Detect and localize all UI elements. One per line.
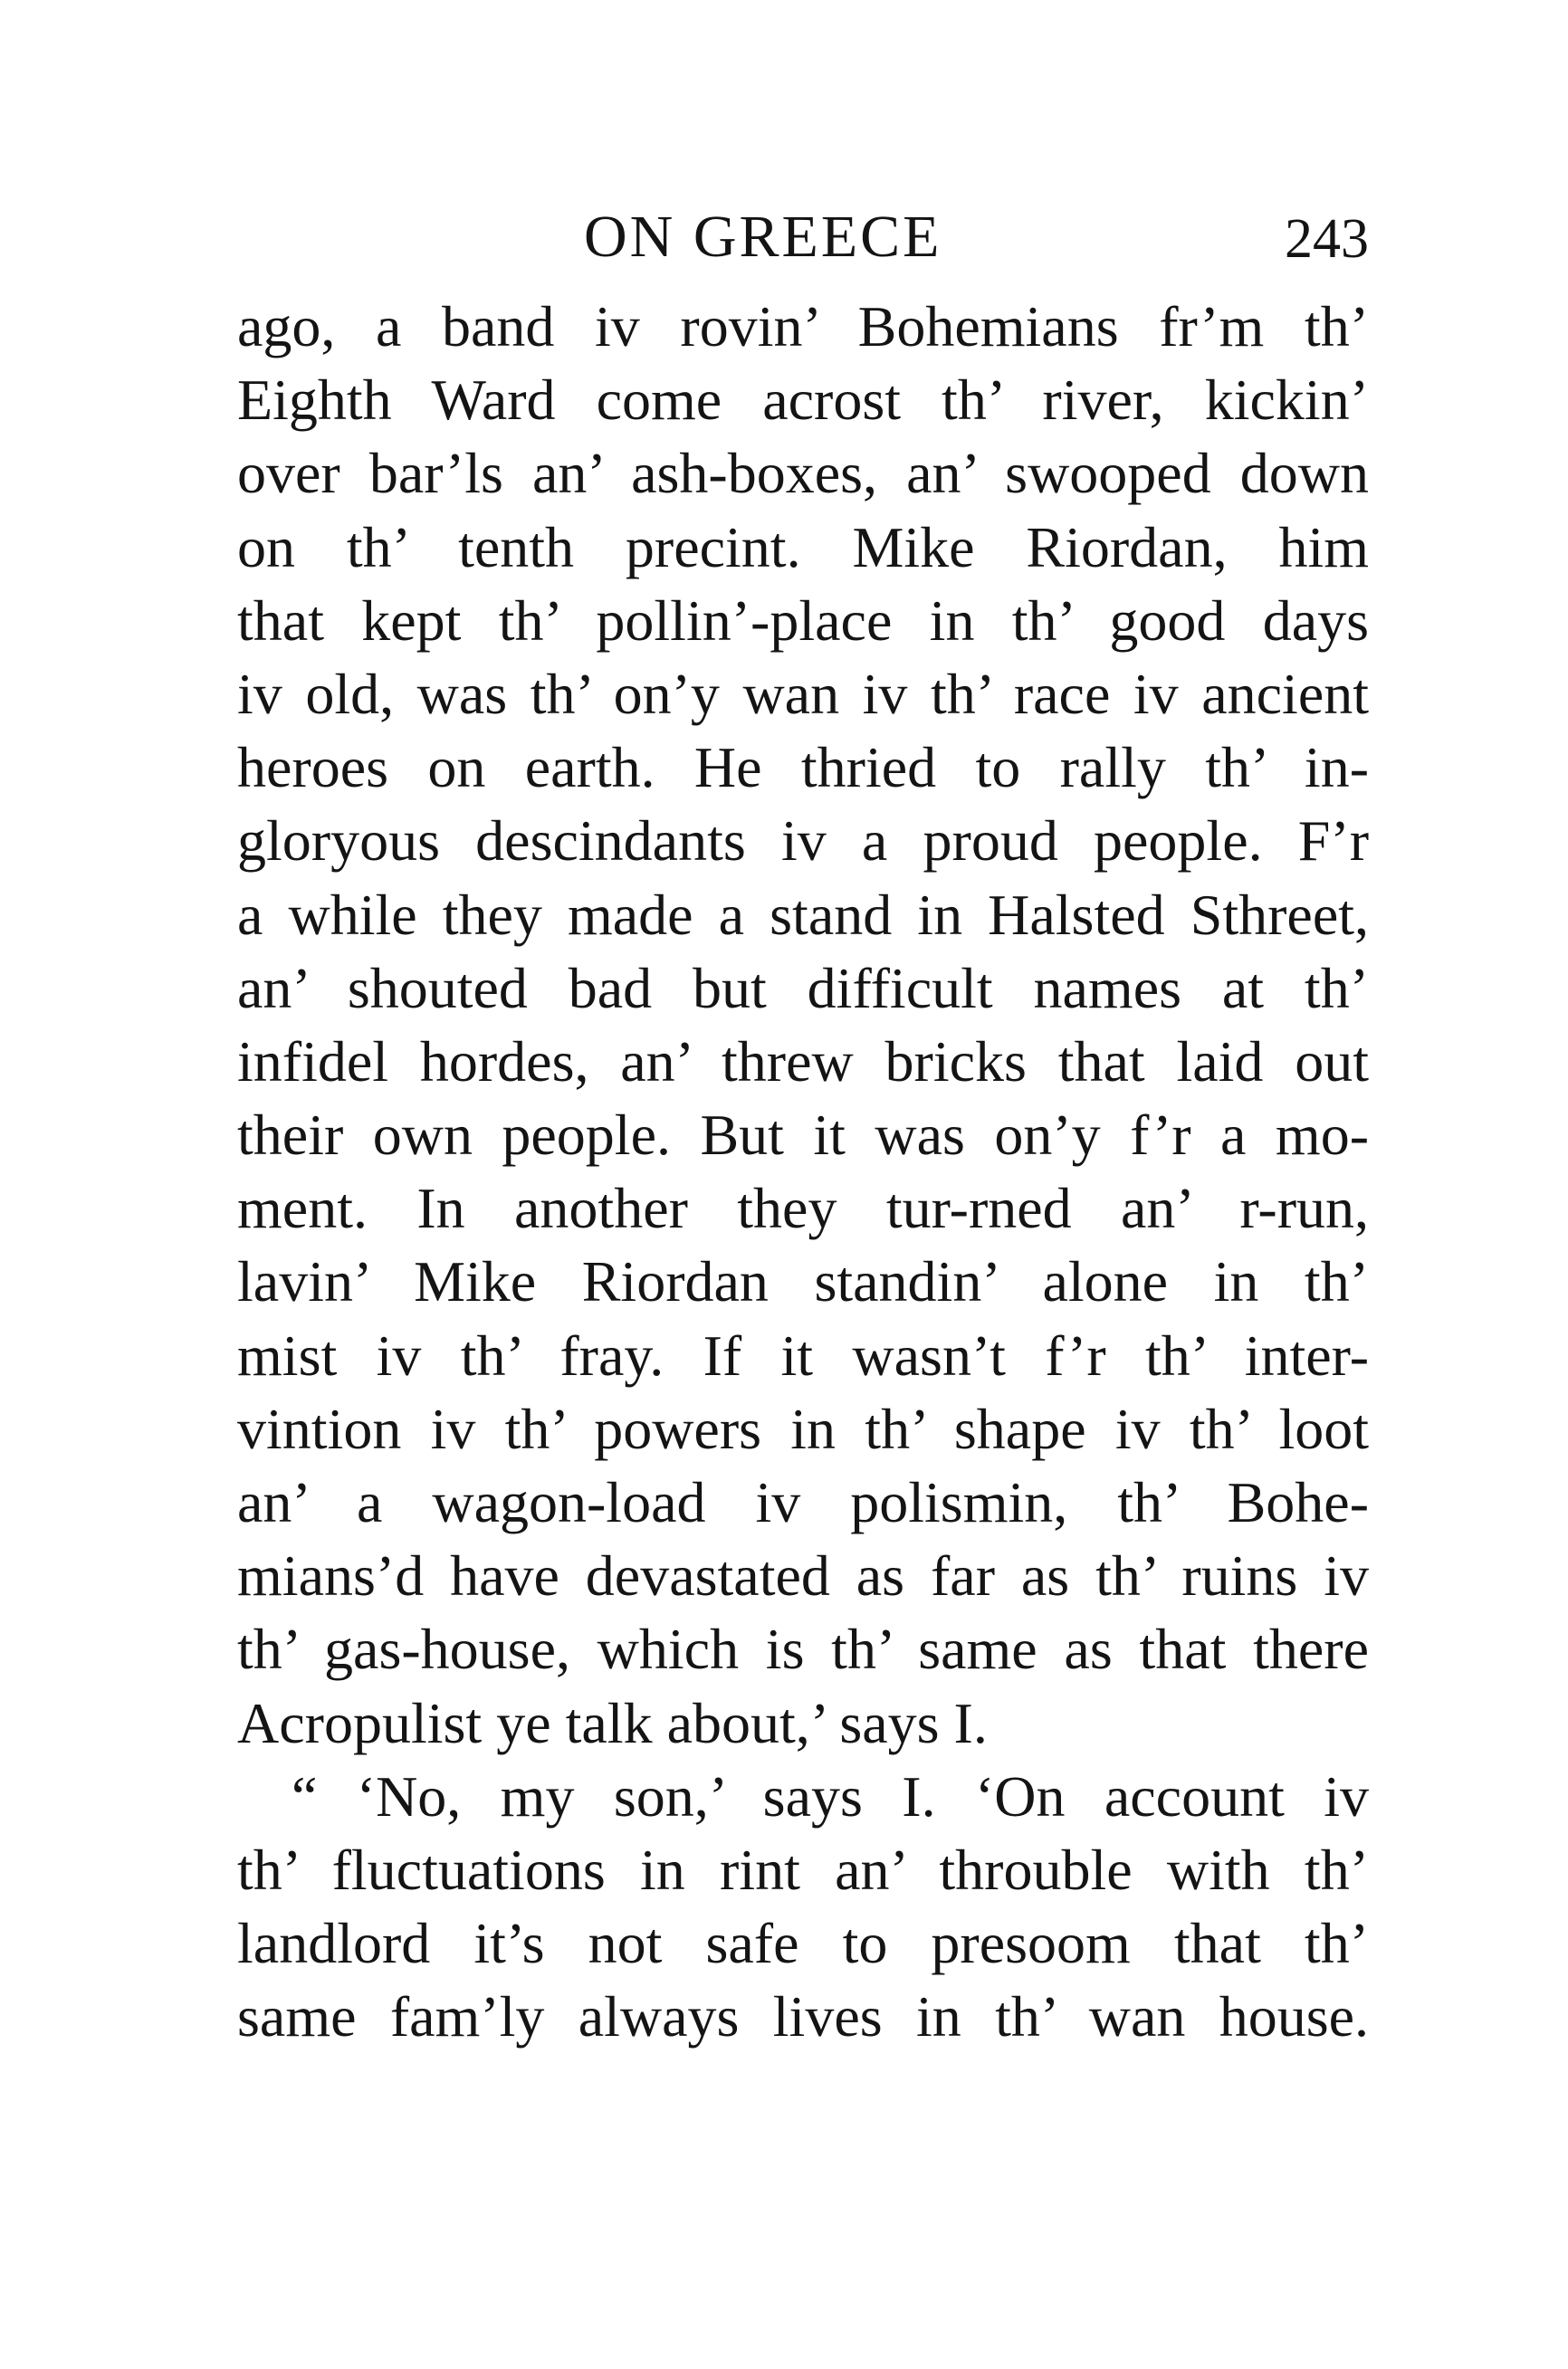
text-line: a while they made a stand in Halsted Sthreet, bbox=[237, 882, 1369, 947]
text-line: that kept th’ pollin’-place in th’ good days bbox=[237, 587, 1369, 653]
text-line: th’ fluctuations in rint an’ throuble with th’ bbox=[237, 1837, 1369, 1902]
text-line: Eighth Ward come acrost th’ river, kickin’ bbox=[237, 368, 1369, 433]
running-head bbox=[237, 201, 1369, 282]
text-line: ment. In another they tur-rned an’ r-run, bbox=[237, 1176, 1369, 1241]
text-line: on th’ tenth precint. Mike Riordan, him bbox=[237, 514, 1369, 579]
running-title: ON GREECE bbox=[584, 204, 942, 270]
text-line: ago, a band iv rovin’ Bohemians fr’m th’ bbox=[237, 294, 1369, 358]
text-line: iv old, was th’ on’y wan iv th’ race iv ancient bbox=[237, 661, 1369, 726]
text-line: same fam’ly always lives in th’ wan house. bbox=[237, 1984, 1369, 2049]
text-line: mians’d have devastated as far as th’ ruins iv bbox=[237, 1543, 1369, 1609]
body-text bbox=[237, 290, 1369, 2054]
text-line: gloryous descindants iv a proud people. F’r bbox=[237, 808, 1369, 874]
text-line: landlord it’s not safe to presoom that th’ bbox=[237, 1911, 1369, 1976]
text-line: over bar’ls an’ ash-boxes, an’ swooped down bbox=[237, 441, 1369, 506]
text-line: vintion iv th’ powers in th’ shape iv th’ loot bbox=[237, 1396, 1369, 1461]
text-line: an’ shouted bad but difficult names at th’ bbox=[237, 955, 1369, 1020]
page-number: 243 bbox=[1285, 208, 1369, 270]
paragraph-end-line: Acropulist ye talk about,’ says I. bbox=[237, 1690, 988, 1755]
text-line: heroes on earth. He thried to rally th’ in- bbox=[237, 735, 1369, 800]
text-line: th’ gas-house, which is th’ same as that there bbox=[237, 1617, 1369, 1682]
text-line: lavin’ Mike Riordan standin’ alone in th’ bbox=[237, 1249, 1369, 1314]
text-line: an’ a wagon-load iv polismin, th’ Bohe- bbox=[237, 1470, 1369, 1534]
text-line: their own people. But it was on’y f’r a mo- bbox=[237, 1103, 1369, 1168]
text-line: infidel hordes, an’ threw bricks that laid out bbox=[237, 1028, 1369, 1094]
text-line: mist iv th’ fray. If it wasn’t f’r th’ inter- bbox=[237, 1323, 1369, 1388]
paragraph-start-line: “ ‘No, my son,’ says I. ‘On account iv bbox=[292, 1763, 1369, 1829]
